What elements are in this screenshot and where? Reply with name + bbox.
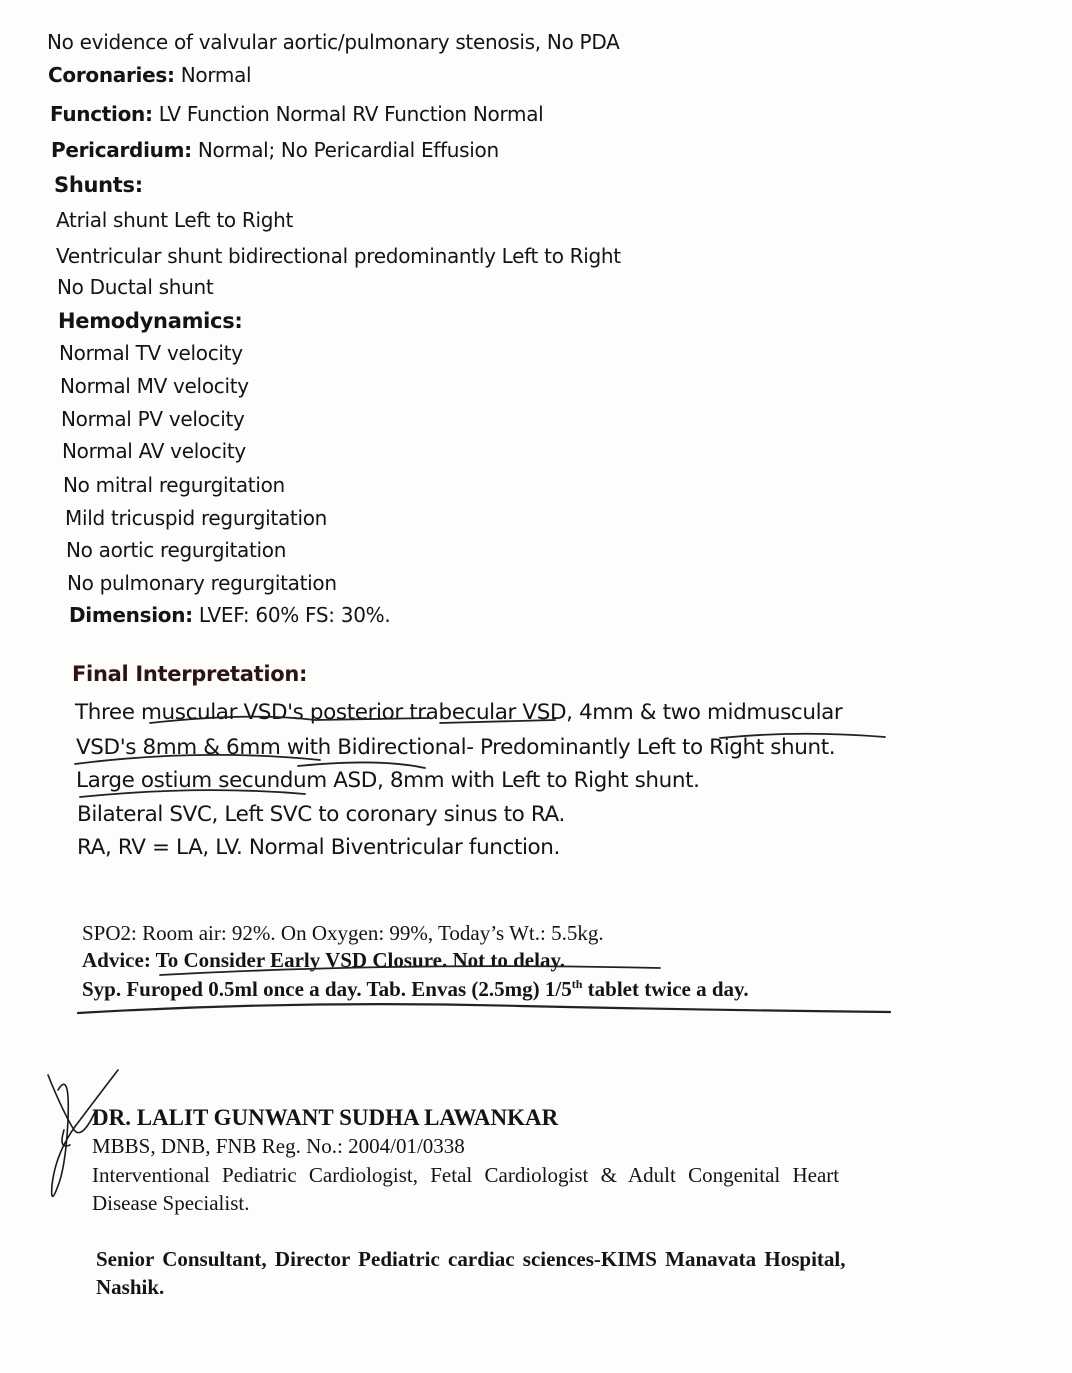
hemodynamics-item: Normal TV velocity <box>59 341 243 365</box>
advice-line: Advice: To Consider Early VSD Closure. Not to delay. <box>82 948 566 972</box>
hemodynamics-item: No pulmonary regurgitation <box>67 571 337 595</box>
doctor-position-line1: Senior Consultant, Director Pediatric cardiac sciences-KIMS Manavata Hospital, <box>96 1247 846 1271</box>
interpretation-line: Bilateral SVC, Left SVC to coronary sinus to RA. <box>77 802 565 827</box>
coronaries-line <box>48 63 251 87</box>
hemodynamics-item: No aortic regurgitation <box>66 538 287 562</box>
medication-line <box>82 977 749 1002</box>
underline-stroke <box>78 1004 890 1013</box>
pericardium-value: Normal; No Pericardial Effusion <box>197 138 499 162</box>
dimension-line <box>69 603 390 627</box>
valvular-stenosis-line: No evidence of valvular aortic/pulmonary stenosis, No PDA <box>47 30 620 54</box>
shunt-item: No Ductal shunt <box>57 275 214 299</box>
signature-stroke <box>48 1075 95 1133</box>
hemodynamics-heading: Hemodynamics: <box>58 309 243 333</box>
doctor-name: DR. LALIT GUNWANT SUDHA LAWANKAR <box>92 1105 559 1130</box>
shunt-item: Ventricular shunt bidirectional predominantly Left to Right <box>56 244 621 268</box>
pericardium-label: Pericardium: <box>51 138 192 162</box>
doctor-specialty-line1: Interventional Pediatric Cardiologist, Fetal Cardiologist & Adult Congenital Heart <box>92 1163 840 1187</box>
medication-text: Syp. Furoped 0.5ml once a day. Tab. Envas (2.5mg) 1/5 <box>82 977 572 1001</box>
function-label: Function: <box>50 102 153 126</box>
hemodynamics-item: No mitral regurgitation <box>63 473 285 497</box>
interpretation-line: RA, RV = LA, LV. Normal Biventricular function. <box>77 835 560 860</box>
dimension-value: LVEF: 60% FS: 30%. <box>198 603 391 627</box>
doctor-specialty-line2: Disease Specialist. <box>92 1191 250 1215</box>
function-value: LV Function Normal RV Function Normal <box>158 102 544 126</box>
medication-text-end: tablet twice a day. <box>582 977 749 1001</box>
shunt-item: Atrial shunt Left to Right <box>56 208 294 232</box>
dimension-label: Dimension: <box>69 603 193 627</box>
final-interpretation-heading: Final Interpretation: <box>72 662 308 686</box>
doctor-qualifications: MBBS, DNB, FNB Reg. No.: 2004/01/0338 <box>92 1134 465 1158</box>
hemodynamics-item: Normal PV velocity <box>61 407 245 431</box>
shunts-heading: Shunts: <box>54 173 143 197</box>
hemodynamics-item: Mild tricuspid regurgitation <box>65 506 328 530</box>
pericardium-line <box>51 138 499 162</box>
coronaries-value: Normal <box>180 63 252 87</box>
interpretation-line: Three muscular VSD's posterior trabecular VSD, 4mm & two midmuscular <box>75 700 843 725</box>
vitals-line: SPO2: Room air: 92%. On Oxygen: 99%, Today’s Wt.: 5.5kg. <box>82 921 604 945</box>
signature-stroke <box>62 1130 70 1146</box>
coronaries-label: Coronaries: <box>48 63 175 87</box>
function-line <box>50 102 543 126</box>
hemodynamics-item: Normal MV velocity <box>60 374 249 398</box>
medication-superscript: th <box>571 977 583 991</box>
hemodynamics-item: Normal AV velocity <box>62 439 246 463</box>
interpretation-line: Large ostium secundum ASD, 8mm with Left to Right shunt. <box>76 768 700 793</box>
doctor-position-line2: Nashik. <box>96 1275 165 1299</box>
interpretation-line: VSD's 8mm & 6mm with Bidirectional- Predominantly Left to Right shunt. <box>76 735 836 760</box>
